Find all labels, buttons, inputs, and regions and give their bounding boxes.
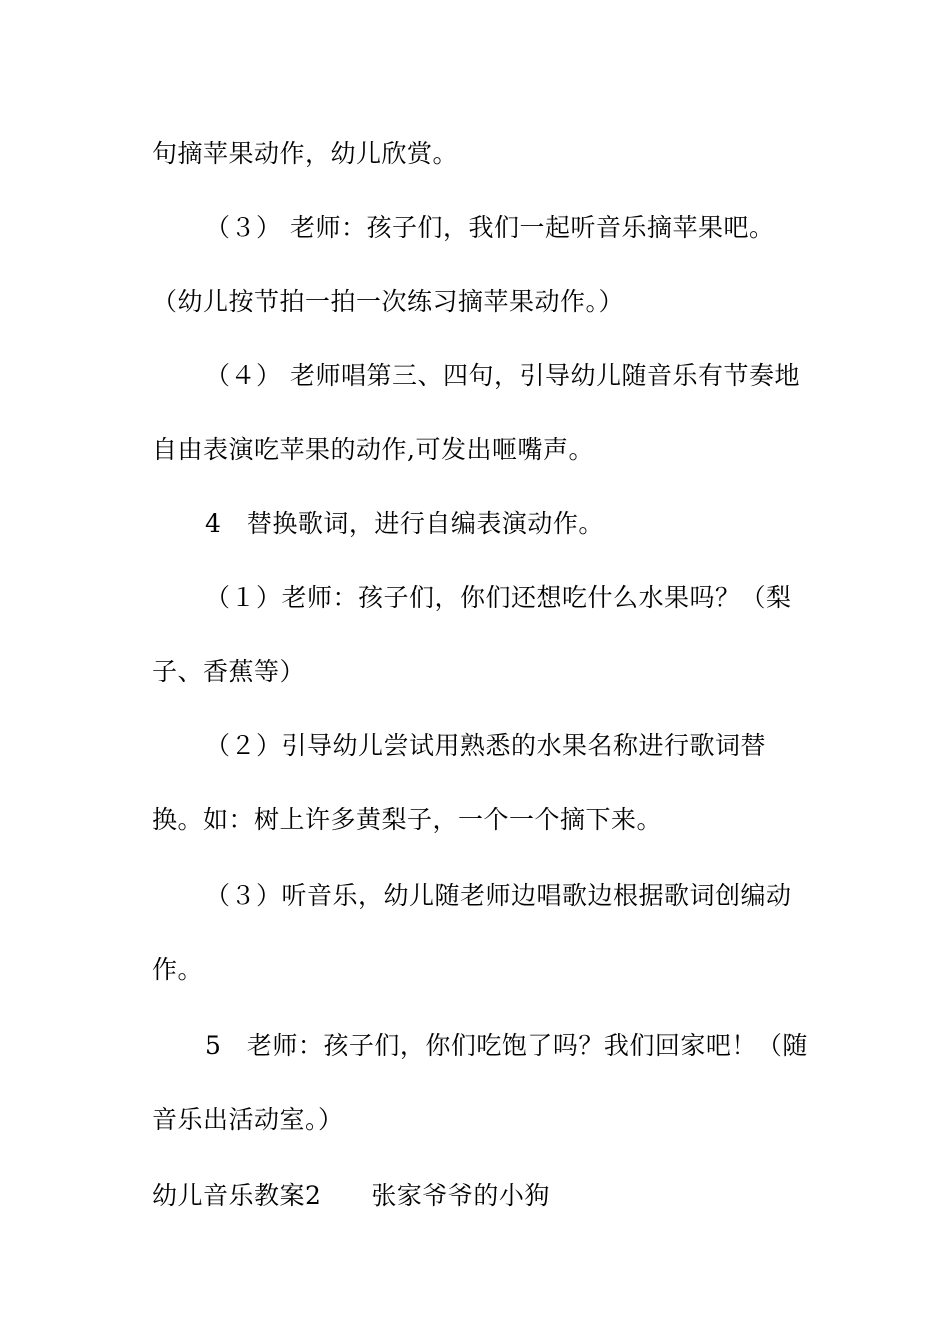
section-heading xyxy=(152,1180,550,1212)
paragraph-line-3: （幼儿按节拍一拍一次练习摘苹果动作。） xyxy=(152,287,625,316)
paragraph-line-2: （３） 老师：孩子们，我们一起听音乐摘苹果吧。 xyxy=(205,213,775,242)
paragraph-line-6: 4 替换歌词，进行自编表演动作。 xyxy=(205,509,604,538)
paragraph-line-10: 换。如：树上许多黄梨子，一个一个摘下来。 xyxy=(152,805,663,834)
paragraph-line-13: 5 老师：孩子们，你们吃饱了吗？我们回家吧！（随 xyxy=(205,1031,808,1060)
paragraph-line-9: （２）引导幼儿尝试用熟悉的水果名称进行歌词替 xyxy=(205,731,767,760)
paragraph-line-1: 句摘苹果动作，幼儿欣赏。 xyxy=(152,139,459,168)
paragraph-line-7: （１）老师：孩子们，你们还想吃什么水果吗？（梨 xyxy=(205,583,792,612)
paragraph-line-5: 自由表演吃苹果的动作,可发出咂嘴声。 xyxy=(152,435,594,464)
paragraph-line-12: 作。 xyxy=(152,955,204,984)
section-heading-title: 幼儿音乐教案2 xyxy=(152,1181,322,1210)
section-heading-subtitle: 张家爷爷的小狗 xyxy=(371,1181,550,1210)
paragraph-line-8: 子、香蕉等） xyxy=(152,657,306,686)
paragraph-line-4: （４） 老师唱第三、四句，引导幼儿随音乐有节奏地 xyxy=(205,361,800,390)
paragraph-line-14: 音乐出活动室。） xyxy=(152,1105,344,1134)
paragraph-line-11: （３）听音乐，幼儿随老师边唱歌边根据歌词创编动 xyxy=(205,881,792,910)
